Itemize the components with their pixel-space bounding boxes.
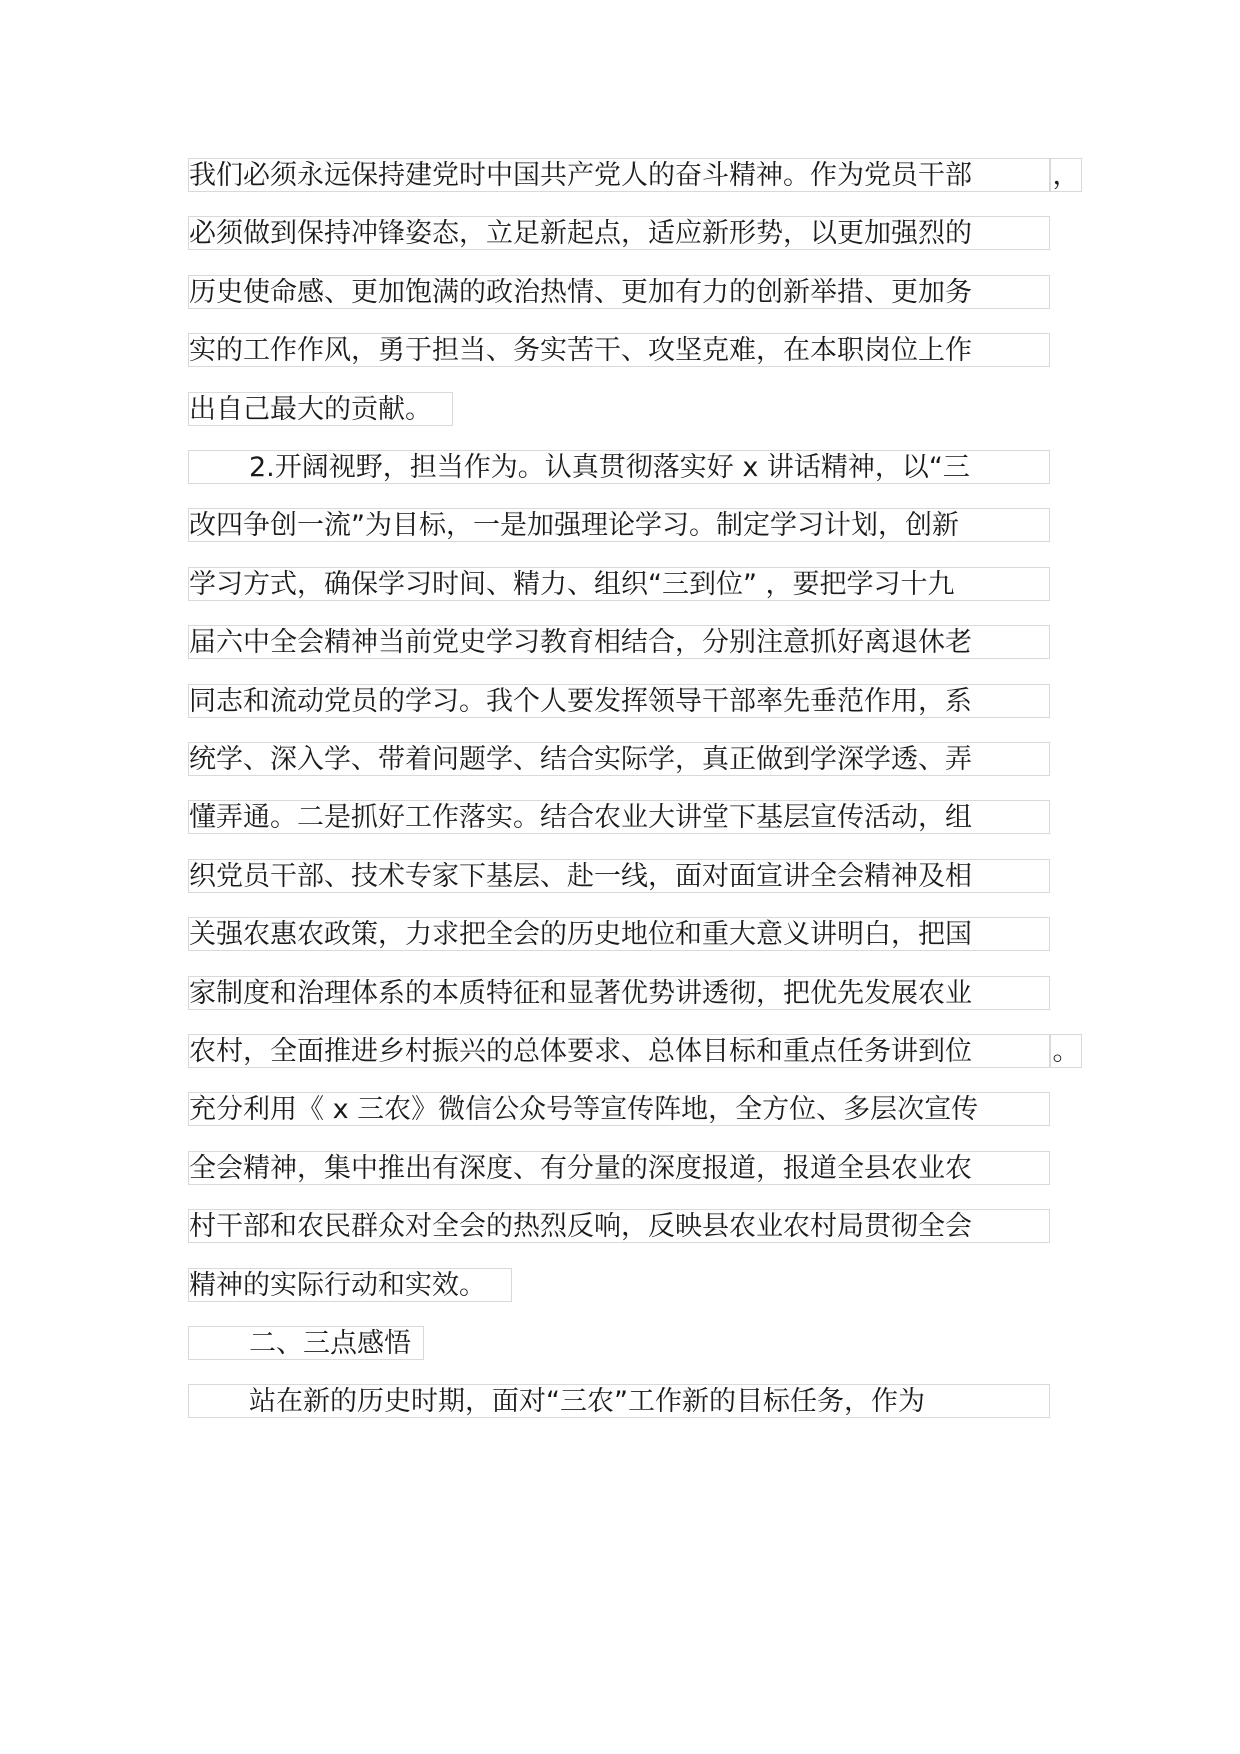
overflow-punctuation-1: ，	[1050, 158, 1082, 192]
text-line-19: 村干部和农民群众对全会的热烈反响，反映县农业农村局贯彻全会	[188, 1209, 1050, 1243]
text-line-16: 农村，全面推进乡村振兴的总体要求、总体目标和重点任务讲到位	[188, 1034, 1050, 1068]
text-line-5: 出自己最大的贡献。	[188, 392, 453, 426]
text-line-10: 同志和流动党员的学习。我个人要发挥领导干部率先垂范作用，系	[188, 684, 1050, 718]
text-line-3: 历史使命感、更加饱满的政治热情、更加有力的创新举措、更加务	[188, 275, 1050, 309]
text-line-8: 学习方式，确保学习时间、精力、组织“三到位” ，要把学习十九	[188, 567, 1050, 601]
text-line-20: 精神的实际行动和实效。	[188, 1268, 512, 1302]
overflow-punctuation-2: 。	[1050, 1034, 1082, 1068]
text-line-6: 2.开阔视野，担当作为。认真贯彻落实好 x 讲话精神，以“三	[188, 450, 1050, 484]
text-line-15: 家制度和治理体系的本质特征和显著优势讲透彻，把优先发展农业	[188, 976, 1050, 1010]
text-line-13: 织党员干部、技术专家下基层、赴一线，面对面宣讲全会精神及相	[188, 859, 1050, 893]
text-line-12: 懂弄通。二是抓好工作落实。结合农业大讲堂下基层宣传活动，组	[188, 800, 1050, 834]
text-line-22: 站在新的历史时期，面对“三农”工作新的目标任务，作为	[188, 1384, 1050, 1418]
text-line-7: 改四争创一流”为目标，一是加强理论学习。制定学习计划，创新	[188, 508, 1050, 542]
text-line-11: 统学、深入学、带着问题学、结合实际学，真正做到学深学透、弄	[188, 742, 1050, 776]
text-line-17: 充分利用《 x 三农》微信公众号等宣传阵地，全方位、多层次宣传	[188, 1092, 1050, 1126]
text-line-2: 必须做到保持冲锋姿态，立足新起点，适应新形势，以更加强烈的	[188, 216, 1050, 250]
text-line-18: 全会精神，集中推出有深度、有分量的深度报道，报道全县农业农	[188, 1151, 1050, 1185]
section-heading: 二、三点感悟	[188, 1326, 424, 1360]
text-line-9: 届六中全会精神当前党史学习教育相结合，分别注意抓好离退休老	[188, 625, 1050, 659]
text-line-1: 我们必须永远保持建党时中国共产党人的奋斗精神。作为党员干部	[188, 158, 1050, 192]
text-line-14: 关强农惠农政策，力求把全会的历史地位和重大意义讲明白，把国	[188, 917, 1050, 951]
text-line-4: 实的工作作风，勇于担当、务实苦干、攻坚克难，在本职岗位上作	[188, 333, 1050, 367]
